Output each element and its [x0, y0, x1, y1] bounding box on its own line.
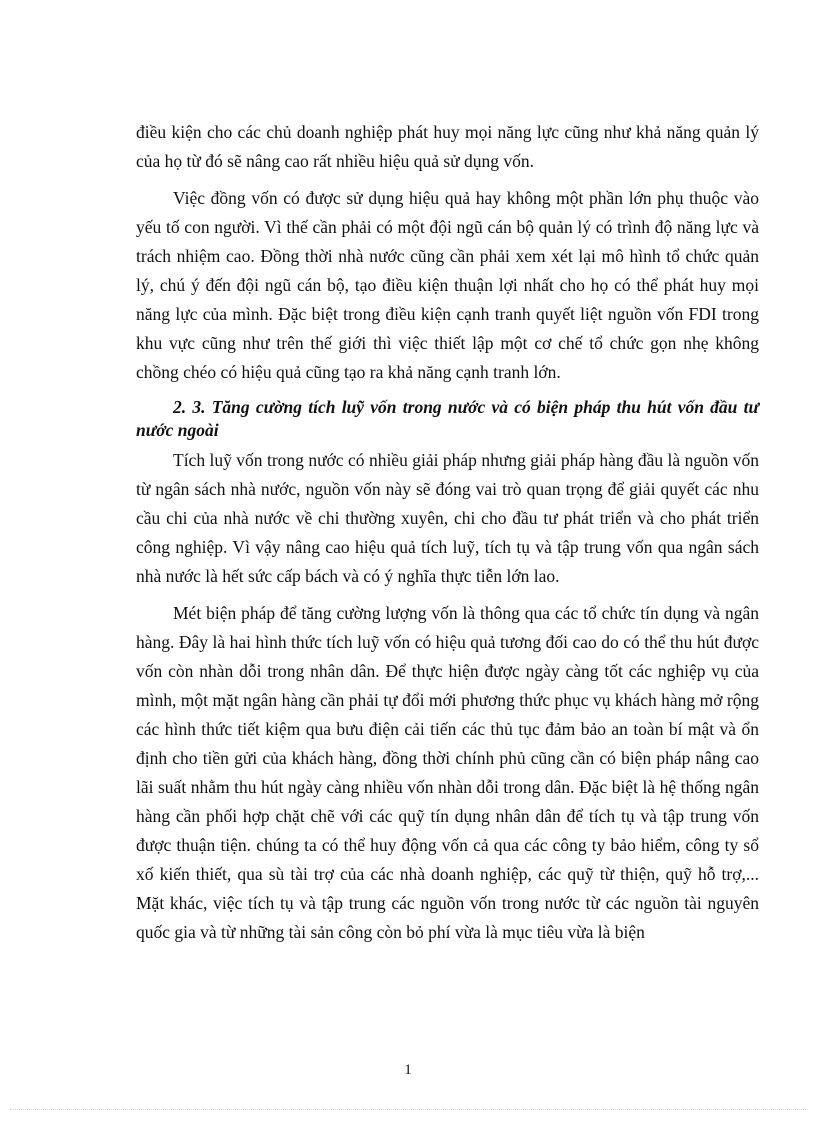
- page-bottom-divider: [10, 1109, 806, 1110]
- document-body: [136, 118, 759, 955]
- paragraph-continued: điều kiện cho các chủ doanh nghiệp phát huy mọi năng lực cũng như khả năng quản lý của họ từ đó sẽ nâng cao rất nhiều hiệu quả sử dụng vốn.: [136, 122, 759, 171]
- section-heading: 2. 3. Tăng cường tích luỹ vốn trong nước và có biện pháp thu hút vốn đầu tư nước ngoài: [136, 397, 759, 440]
- paragraph-human-factor: Việc đồng vốn có được sử dụng hiệu quả hay không một phần lớn phụ thuộc vào yếu tố con người. Vì thế cần phải có một đội ngũ cán bộ quản lý có trình độ năng lực và trách nhiệm cao. Đồng thời nhà nước cũng cần phải xem xét lại mô hình tổ chức quản lý, chú ý đến đội ngũ cán bộ, tạo điều kiện thuận lợi nhất cho họ có thể phát huy mọi năng lực của mình. Đặc biệt trong điều kiện cạnh tranh quyết liệt nguồn vốn FDI trong khu vực cũng như trên thế giới thì việc thiết lập một cơ chế tổ chức gọn nhẹ không chồng chéo có hiệu quả cũng tạo ra khả năng cạnh tranh lớn.: [136, 188, 759, 382]
- paragraph-credit-banking: Mét biện pháp để tăng cường lượng vốn là thông qua các tổ chức tín dụng và ngân hàng. Đây là hai hình thức tích luỹ vốn có hiệu quả tương đối cao do có thể thu hút được vốn còn nhàn dỗi trong nhân dân. Để thực hiện được ngày càng tốt các nghiệp vụ của mình, một mặt ngân hàng cần phải tự đổi mới phương thức phục vụ khách hàng mở rộng các hình thức tiết kiệm qua bưu điện cải tiến các thủ tục đảm bảo an toàn bí mật và ổn định cho tiền gửi của khách hàng, đồng thời chính phủ cũng cần có biện pháp nâng cao lãi suất nhằm thu hút ngày càng nhiều vốn nhàn dỗi trong dân. Đặc biệt là hệ thống ngân hàng cần phối hợp chặt chẽ với các quỹ tín dụng nhân dân để tích tụ và tập trung vốn được thuận tiện. chúng ta có thể huy động vốn cả qua các công ty bảo hiểm, công ty sổ xố kiến thiết, qua sù tài trợ của các nhà doanh nghiệp, các quỹ từ thiện, quỹ hỗ trợ,... Mặt khác, việc tích tụ và tập trung các nguồn vốn trong nước từ các nguồn tài nguyên quốc gia và từ những tài sản công còn bỏ phí vừa là mục tiêu vừa là biện: [136, 603, 759, 942]
- paragraph-domestic-accumulation: Tích luỹ vốn trong nước có nhiều giải pháp nhưng giải pháp hàng đầu là nguồn vốn từ ngân sách nhà nước, nguồn vốn này sẽ đóng vai trò quan trọng để giải quyết các nhu cầu chi của nhà nước về chi thường xuyên, chi cho đầu tư phát triển và cho phát triển công nghiệp. Vì vậy nâng cao hiệu quả tích luỹ, tích tụ và tập trung vốn qua ngân sách nhà nước là hết sức cấp bách và có ý nghĩa thực tiễn lớn lao.: [136, 450, 759, 586]
- page-number: 1: [404, 1062, 412, 1078]
